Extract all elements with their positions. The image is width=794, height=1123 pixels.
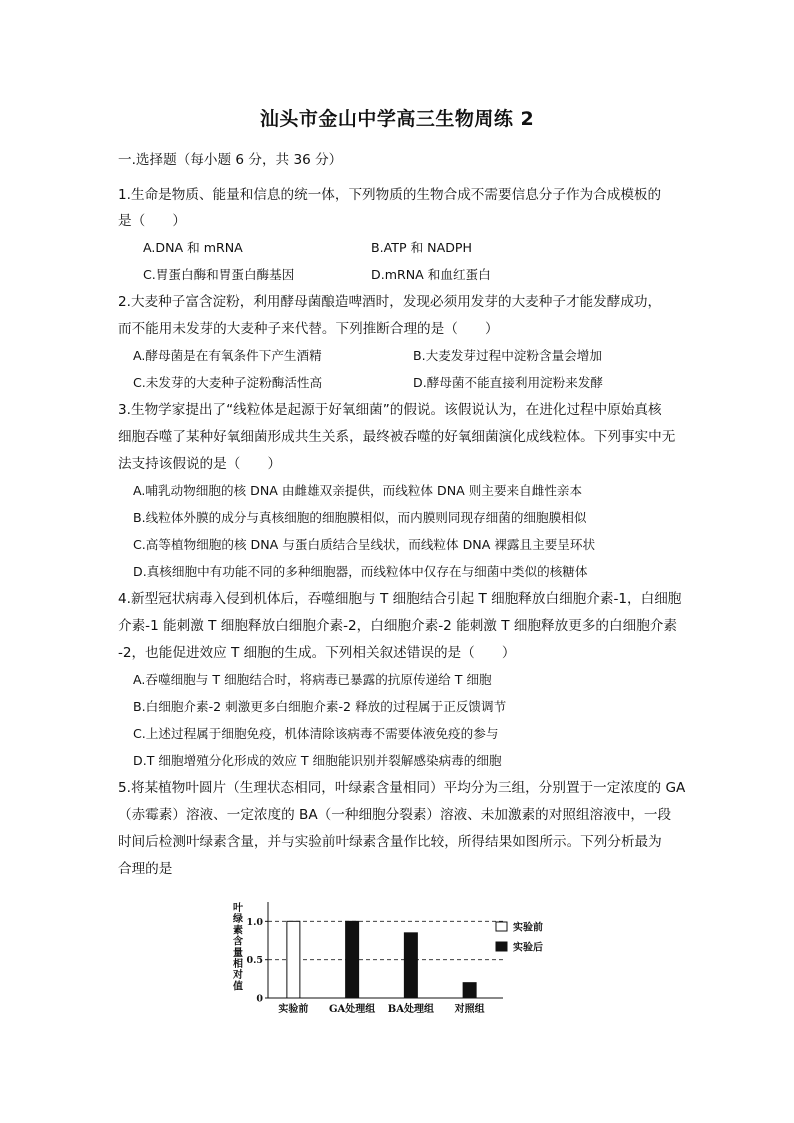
bar-实验前 — [287, 921, 300, 998]
y-tick-label: 0 — [256, 993, 263, 1005]
x-category-label: 对照组 — [454, 1004, 485, 1015]
bar-实验后 — [404, 933, 417, 998]
x-category-label: GA处理组 — [328, 1004, 376, 1015]
q3-stem-line1: 3.生物学家提出了“线粒体是起源于好氧细菌”的假说。该假说认为，在进化过程中原始真核 — [118, 402, 662, 418]
q1-option-c: C.胃蛋白酶和胃蛋白酶基因 — [143, 267, 295, 282]
q2-option-a: A.酵母菌是在有氧条件下产生酒精 — [133, 348, 322, 363]
y-axis-label-char: 叶 — [233, 903, 243, 914]
q4-stem-line3: -2，也能促进效应 T 细胞的生成。下列相关叙述错误的是（ ） — [118, 645, 516, 661]
y-axis-label-char: 含 — [233, 936, 243, 948]
x-category-label: BA处理组 — [387, 1004, 434, 1015]
q4-option-c: C.上述过程属于细胞免疫，机体清除该病毒不需要体液免疫的参与 — [133, 726, 499, 741]
y-axis-label-char: 绿 — [233, 914, 243, 926]
q5-stem-line3: 时间后检测叶绿素含量，并与实验前叶绿素含量作比较，所得结果如图所示。下列分析最为 — [118, 834, 662, 850]
q1-stem-line1: 1.生命是物质、能量和信息的统一体，下列物质的生物合成不需要信息分子作为合成模板的 — [118, 187, 662, 203]
q1-option-d: D.mRNA 和血红蛋白 — [371, 267, 491, 282]
q1-option-a: A.DNA 和 mRNA — [143, 240, 243, 255]
q3-stem-line3: 法支持该假说的是（ ） — [118, 456, 282, 472]
q1-stem-line2: 是（ ） — [118, 213, 186, 229]
q4-option-d: D.T 细胞增殖分化形成的效应 T 细胞能识别并裂解感染病毒的细胞 — [133, 753, 502, 768]
bar-实验后 — [463, 983, 476, 998]
y-tick-label: 0.5 — [246, 955, 263, 967]
bar-实验后 — [346, 921, 359, 998]
q5-stem-line2: （赤霉素）溶液、一定浓度的 BA（一种细胞分裂素）溶液、未加激素的对照组溶液中，一段 — [118, 807, 672, 823]
q5-stem-line1: 5.将某植物叶圆片（生理状态相同，叶绿素含量相同）平均分为三组，分别置于一定浓度的 GA — [118, 780, 686, 796]
q2-option-d: D.酵母菌不能直接利用淀粉来发酵 — [413, 375, 604, 390]
legend-label: 实验后 — [513, 942, 543, 954]
y-axis-label-char: 素 — [233, 925, 243, 937]
q1-option-b: B.ATP 和 NADPH — [371, 240, 472, 255]
q3-option-d: D.真核细胞中有功能不同的多种细胞器，而线粒体中仅存在与细菌中类似的核糖体 — [133, 564, 588, 579]
q2-option-b: B.大麦发芽过程中淀粉含量会增加 — [413, 348, 602, 363]
q3-option-b: B.线粒体外膜的成分与真核细胞的细胞膜相似，而内膜则同现存细菌的细胞膜相似 — [133, 510, 587, 525]
q5-stem-line4: 合理的是 — [118, 861, 173, 877]
y-axis-label-char: 对 — [233, 970, 243, 982]
q4-stem-line1: 4.新型冠状病毒入侵到机体后，吞噬细胞与 T 细胞结合引起 T 细胞释放白细胞介素-1，白细胞 — [118, 591, 682, 607]
q3-option-c: C.高等植物细胞的核 DNA 与蛋白质结合呈线状，而线粒体 DNA 裸露且主要呈环状 — [133, 537, 596, 552]
q2-stem-line2: 而不能用未发芽的大麦种子来代替。下列推断合理的是（ ） — [118, 321, 499, 337]
y-tick-label: 1.0 — [246, 916, 263, 928]
chlorophyll-bar-chart — [228, 898, 568, 1023]
q2-stem-line1: 2.大麦种子富含淀粉，利用酵母菌酿造啤酒时，发现必须用发芽的大麦种子才能发酵成功， — [118, 294, 662, 310]
legend-swatch-实验后 — [496, 942, 507, 951]
y-axis-label-char: 值 — [233, 981, 243, 993]
q4-option-b: B.白细胞介素-2 刺激更多白细胞介素-2 释放的过程属于正反馈调节 — [133, 699, 507, 714]
legend-label: 实验前 — [513, 922, 543, 934]
q3-option-a: A.哺乳动物细胞的核 DNA 由雌雄双亲提供，而线粒体 DNA 则主要来自雌性亲本 — [133, 483, 583, 498]
section-heading: 一.选择题（每小题 6 分，共 36 分） — [118, 152, 343, 168]
page-title: 汕头市金山中学高三生物周练 2 — [259, 108, 535, 130]
q4-option-a: A.吞噬细胞与 T 细胞结合时，将病毒已暴露的抗原传递给 T 细胞 — [133, 672, 492, 687]
q3-stem-line2: 细胞吞噬了某种好氧细菌形成共生关系，最终被吞噬的好氧细菌演化成线粒体。下列事实中无 — [118, 429, 676, 445]
q4-stem-line2: 介素-1 能刺激 T 细胞释放白细胞介素-2，白细胞介素-2 能刺激 T 细胞释放更多的白细胞介素 — [118, 618, 677, 634]
y-axis-label-char: 量 — [233, 947, 243, 959]
y-axis-label-char: 相 — [233, 959, 243, 970]
x-category-label: 实验前 — [278, 1004, 309, 1015]
legend-swatch-实验前 — [496, 922, 507, 931]
q2-option-c: C.未发芽的大麦种子淀粉酶活性高 — [133, 375, 323, 390]
